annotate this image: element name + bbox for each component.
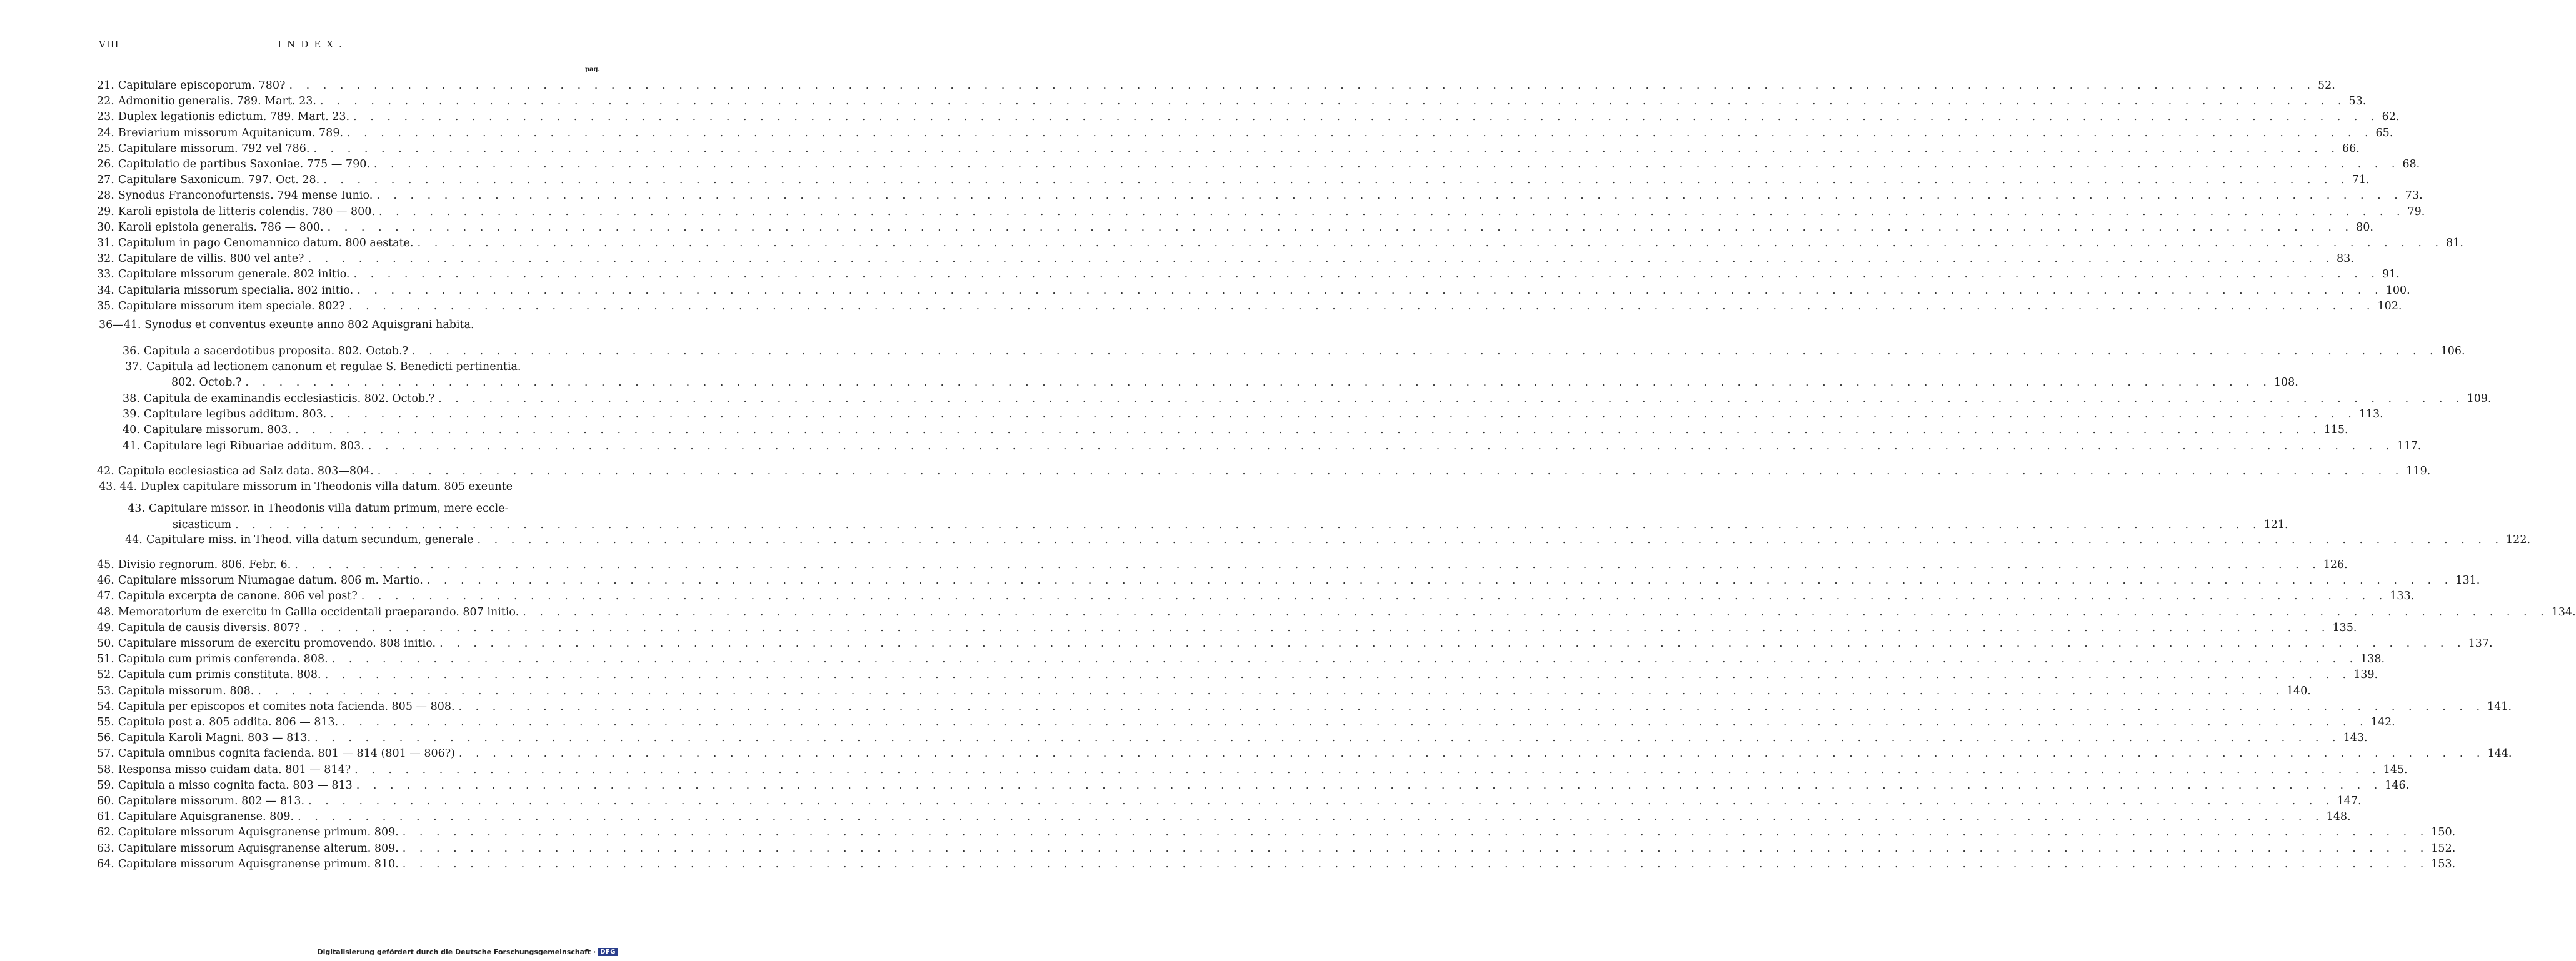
dot-leader: . . . . . . . . . . . . . . . . . . . . . . . . . . . . . . . . . . . . . . . . . . . . . . . . . . . . . . . . . . . . . . . . . . . . . . . . . . . . . . . . . . . . . . . . . . . . . . . . . . . . . . . . . . . . . . . . . . . . . . . . bbox=[314, 732, 2341, 745]
dot-leader: . . . . . . . . . . . . . . . . . . . . . . . . . . . . . . . . . . . . . . . . . . . . . . . . . . . . . . . . . . . . . . . . . . . . . . . . . . . . . . . . . . . . . . . . . . . . . . . . . . . . . . . . . . . . . . . . . . . . . . . . bbox=[376, 189, 2403, 202]
toc-entry bbox=[97, 94, 2367, 109]
entry-title: Capitulare episcoporum. 780? bbox=[118, 79, 286, 92]
entry-page: 150. bbox=[2431, 826, 2456, 839]
entry-number: 61. bbox=[97, 810, 114, 824]
entry-title: Capitula excerpta de canone. 806 vel post? bbox=[118, 590, 358, 603]
toc-entry bbox=[123, 391, 2492, 406]
entry-page: 148. bbox=[2326, 810, 2351, 824]
entry-page: 152. bbox=[2431, 842, 2456, 855]
entry-number: 49. bbox=[97, 621, 114, 634]
entry-number: 43. bbox=[128, 502, 145, 515]
entry-number: 27. bbox=[97, 174, 114, 187]
dot-leader: . . . . . . . . . . . . . . . . . . . . . . . . . . . . . . . . . . . . . . . . . . . . . . . . . . . . . . . . . . . . . . . . . . . . . . . . . . . . . . . . . . . . . . . . . . . . . . . . . . . . . . . . . . . . . . . . . . . . . . . . bbox=[361, 590, 2388, 603]
entry-number: 41. bbox=[123, 440, 140, 452]
dot-leader: . . . . . . . . . . . . . . . . . . . . . . . . . . . . . . . . . . . . . . . . . . . . . . . . . . . . . . . . . . . . . . . . . . . . . . . . . . . . . . . . . . . . . . . . . . . . . . . . . . . . . . . . . . . . . . . . . . . . . . . . bbox=[439, 637, 2466, 650]
entry-title: Capitula ecclesiastica ad Salz data. 803—804. bbox=[118, 465, 374, 477]
group-heading: 36—41. Synodus et conventus exeunte anno 802 Aquisgrani habita. bbox=[99, 319, 474, 331]
entry-page: 146. bbox=[2385, 779, 2410, 792]
entry-number: 34. bbox=[97, 284, 114, 297]
dot-leader: . . . . . . . . . . . . . . . . . . . . . . . . . . . . . . . . . . . . . . . . . . . . . . . . . . . . . . . . . . . . . . . . . . . . . . . . . . . . . . . . . . . . . . . . . . . . . . . . . . . . . . . . . . . . . . . . . . . . . . . . bbox=[353, 111, 2380, 124]
entry-title: Capitulare missorum Aquisgranense primum. 809. bbox=[118, 826, 399, 839]
toc-entry bbox=[97, 857, 2456, 872]
dot-leader: . . . . . . . . . . . . . . . . . . . . . . . . . . . . . . . . . . . . . . . . . . . . . . . . . . . . . . . . . . . . . . . . . . . . . . . . . . . . . . . . . . . . . . . . . . . . . . . . . . . . . . . . . . . . . . . . . . . . . . . . bbox=[323, 174, 2350, 187]
dot-leader: . . . . . . . . . . . . . . . . . . . . . . . . . . . . . . . . . . . . . . . . . . . . . . . . . . . . . . . . . . . . . . . . . . . . . . . . . . . . . . . . . . . . . . . . . . . . . . . . . . . . . . . . . . . . . . . . . . . . . . . . bbox=[313, 142, 2340, 155]
entry-page: 145. bbox=[2383, 763, 2408, 776]
entry-title: Capitulare Aquisgranense. 809. bbox=[118, 810, 294, 824]
entry-number: 30. bbox=[97, 221, 114, 234]
dot-leader: . . . . . . . . . . . . . . . . . . . . . . . . . . . . . . . . . . . . . . . . . . . . . . . . . . . . . . . . . . . . . . . . . . . . . . . . . . . . . . . . . . . . . . . . . . . . . . . . . . . . . . . . . . . . . . . . . . . . . . . . bbox=[402, 842, 2429, 855]
dot-leader: . . . . . . . . . . . . . . . . . . . . . . . . . . . . . . . . . . . . . . . . . . . . . . . . . . . . . . . . . . . . . . . . . . . . . . . . . . . . . . . . . . . . . . . . . . . . . . . . . . . . . . . . . . . . . . . . . . . . . . . . bbox=[417, 237, 2444, 249]
dot-leader: . . . . . . . . . . . . . . . . . . . . . . . . . . . . . . . . . . . . . . . . . . . . . . . . . . . . . . . . . . . . . . . . . . . . . . . . . . . . . . . . . . . . . . . . . . . . . . . . . . . . . . . . . . . . . . . . . . . . . . . . bbox=[354, 763, 2381, 776]
entry-title: Karoli epistola de litteris colendis. 780 — 800. bbox=[118, 205, 376, 218]
entry-title: Capitulare missorum de exercitu promovendo. 808 initio. bbox=[118, 637, 436, 650]
entry-title: Capitularia missorum specialia. 802 initio. bbox=[118, 284, 354, 297]
entry-page: 80. bbox=[2356, 221, 2373, 234]
entry-number: 40. bbox=[123, 424, 140, 436]
dot-leader: . . . . . . . . . . . . . . . . . . . . . . . . . . . . . . . . . . . . . . . . . . . . . . . . . . . . . . . . . . . . . . . . . . . . . . . . . . . . . . . . . . . . . . . . . . . . . . . . . . . . . . . . . . . . . . . . . . . . . . . . bbox=[331, 653, 2358, 666]
entry-number: 42. bbox=[97, 465, 114, 477]
toc-entry bbox=[97, 778, 2410, 793]
entry-title: Admonitio generalis. 789. Mart. 23. bbox=[118, 95, 316, 108]
group-heading: 43. 44. Duplex capitulare missorum in Theodonis villa datum. 805 exeunte bbox=[99, 480, 513, 493]
toc-entry bbox=[97, 251, 2354, 266]
entry-page: 147. bbox=[2337, 795, 2362, 807]
dot-leader: . . . . . . . . . . . . . . . . . . . . . . . . . . . . . . . . . . . . . . . . . . . . . . . . . . . . . . . . . . . . . . . . . . . . . . . . . . . . . . . . . . . . . . . . . . . . . . . . . . . . . . . . . . . . . . . . . . . . . . . . bbox=[402, 857, 2429, 870]
entry-title: Duplex legationis edictum. 789. Mart. 23. bbox=[118, 111, 350, 124]
toc-entry bbox=[97, 267, 2400, 282]
dot-leader: . . . . . . . . . . . . . . . . . . . . . . . . . . . . . . . . . . . . . . . . . . . . . . . . . . . . . . . . . . . . . . . . . . . . . . . . . . . . . . . . . . . . . . . . . . . . . . . . . . . . . . . . . . . . . . . . . . . . . . . . bbox=[412, 345, 2438, 357]
toc-entry bbox=[168, 375, 2298, 390]
entry-number: 22. bbox=[97, 95, 114, 108]
entry-title: Capitulum in pago Cenomannico datum. 800 aestate. bbox=[118, 237, 414, 249]
dot-leader: . . . . . . . . . . . . . . . . . . . . . . . . . . . . . . . . . . . . . . . . . . . . . . . . . . . . . . . . . . . . . . . . . . . . . . . . . . . . . . . . . . . . . . . . . . . . . . . . . . . . . . . . . . . . . . . . . . . . . . . . bbox=[289, 79, 2315, 92]
entry-title: Capitulare legibus additum. 803. bbox=[143, 408, 327, 421]
entry-number: 64. bbox=[97, 857, 114, 870]
entry-page: 139. bbox=[2353, 669, 2378, 682]
toc-entry bbox=[123, 439, 2422, 454]
entry-title: Capitulatio de partibus Saxoniae. 775 — 790. bbox=[118, 158, 370, 171]
dot-leader: . . . . . . . . . . . . . . . . . . . . . . . . . . . . . . . . . . . . . . . . . . . . . . . . . . . . . . . . . . . . . . . . . . . . . . . . . . . . . . . . . . . . . . . . . . . . . . . . . . . . . . . . . . . . . . . . . . . . . . . . bbox=[342, 716, 2368, 729]
entry-number: 57. bbox=[97, 747, 114, 760]
entry-title: Capitulare miss. in Theod. villa datum secundum, generale bbox=[146, 534, 474, 546]
toc-entry bbox=[97, 605, 2576, 620]
entry-title: Capitulare missorum. 803. bbox=[143, 424, 292, 436]
toc-entry bbox=[97, 841, 2456, 856]
entry-number: 63. bbox=[97, 842, 114, 855]
entry-title: Capitulare missorum. 792 vel 786. bbox=[118, 142, 310, 155]
entry-number: 36. bbox=[123, 345, 140, 357]
entry-number: 33. bbox=[97, 268, 114, 281]
entry-number: 31. bbox=[97, 237, 114, 249]
entry-number: 58. bbox=[97, 763, 114, 776]
dot-leader: . . . . . . . . . . . . . . . . . . . . . . . . . . . . . . . . . . . . . . . . . . . . . . . . . . . . . . . . . . . . . . . . . . . . . . . . . . . . . . . . . . . . . . . . . . . . . . . . . . . . . . . . . . . . . . . . . . . . . . . . bbox=[458, 700, 2485, 713]
entry-page: 102. bbox=[2377, 299, 2402, 312]
toc-entry bbox=[125, 501, 509, 516]
toc-entry bbox=[97, 809, 2351, 824]
toc-entry bbox=[97, 283, 2410, 298]
dot-leader: . . . . . . . . . . . . . . . . . . . . . . . . . . . . . . . . . . . . . . . . . . . . . . . . . . . . . . . . . . . . . . . . . . . . . . . . . . . . . . . . . . . . . . . . . . . . . . . . . . . . . . . . . . . . . . . . . . . . . . . . bbox=[319, 95, 2347, 108]
entry-page: 141. bbox=[2487, 700, 2512, 713]
toc-entry bbox=[97, 620, 2357, 635]
dot-leader: . . . . . . . . . . . . . . . . . . . . . . . . . . . . . . . . . . . . . . . . . . . . . . . . . . . . . . . . . . . . . . . . . . . . . . . . . . . . . . . . . . . . . . . . . . . . . . . . . . . . . . . . . . . . . . . . . . . . . . . . bbox=[258, 684, 2284, 697]
entry-number: 47. bbox=[97, 590, 114, 603]
entry-page: 153. bbox=[2431, 857, 2456, 870]
entry-number: 38. bbox=[123, 392, 140, 405]
dot-leader: . . . . . . . . . . . . . . . . . . . . . . . . . . . . . . . . . . . . . . . . . . . . . . . . . . . . . . . . . . . . . . . . . . . . . . . . . . . . . . . . . . . . . . . . . . . . . . . . . . . . . . . . . . . . . . . . . . . . . . . . bbox=[477, 534, 2504, 546]
entry-page: 115. bbox=[2323, 424, 2348, 436]
running-title: INDEX. bbox=[278, 39, 348, 50]
entry-page: 66. bbox=[2342, 142, 2360, 155]
entry-page: 126. bbox=[2323, 559, 2348, 571]
entry-number: 28. bbox=[97, 189, 114, 202]
entry-page: 106. bbox=[2440, 345, 2465, 357]
entry-number: 25. bbox=[97, 142, 114, 155]
entry-number: 21. bbox=[97, 79, 114, 92]
dot-leader: . . . . . . . . . . . . . . . . . . . . . . . . . . . . . . . . . . . . . . . . . . . . . . . . . . . . . . . . . . . . . . . . . . . . . . . . . . . . . . . . . . . . . . . . . . . . . . . . . . . . . . . . . . . . . . . . . . . . . . . . bbox=[304, 621, 2330, 634]
entry-title: Capitula missorum. 808. bbox=[118, 684, 254, 697]
entry-page: 52. bbox=[2317, 79, 2335, 92]
toc-entry bbox=[97, 464, 2431, 479]
entry-title-continuation: 802. Octob.? bbox=[171, 376, 242, 389]
entry-title: Responsa misso cuidam data. 801 — 814? bbox=[118, 763, 351, 776]
entry-page: 91. bbox=[2382, 268, 2400, 281]
toc-entry bbox=[97, 636, 2493, 651]
entry-title: Capitula a sacerdotibus proposita. 802. Octob.? bbox=[143, 345, 409, 357]
toc-entry bbox=[123, 407, 2383, 422]
footer bbox=[317, 948, 618, 956]
entry-number: 26. bbox=[97, 158, 114, 171]
entry-title: Divisio regnorum. 806. Febr. 6. bbox=[118, 559, 291, 571]
dot-leader: . . . . . . . . . . . . . . . . . . . . . . . . . . . . . . . . . . . . . . . . . . . . . . . . . . . . . . . . . . . . . . . . . . . . . . . . . . . . . . . . . . . . . . . . . . . . . . . . . . . . . . . . . . . . . . . . . . . . . . . . bbox=[308, 795, 2335, 807]
entry-title: Capitula cum primis constituta. 808. bbox=[118, 669, 321, 682]
entry-title: Capitula Karoli Magni. 803 — 813. bbox=[118, 732, 311, 745]
entry-title: Capitula de examinandis ecclesiasticis. 802. Octob.? bbox=[143, 392, 435, 405]
entry-page: 53. bbox=[2348, 95, 2367, 108]
entry-title: Capitula a misso cognita facta. 803 — 813 bbox=[118, 779, 353, 792]
entry-title: Capitulare missorum Aquisgranense primum. 810. bbox=[118, 857, 399, 870]
toc-entry bbox=[97, 157, 2420, 172]
toc-entry bbox=[125, 532, 2531, 547]
entry-title-continuation: sicasticum bbox=[173, 519, 232, 531]
dot-leader: . . . . . . . . . . . . . . . . . . . . . . . . . . . . . . . . . . . . . . . . . . . . . . . . . . . . . . . . . . . . . . . . . . . . . . . . . . . . . . . . . . . . . . . . . . . . . . . . . . . . . . . . . . . . . . . . . . . . . . . . bbox=[379, 205, 2405, 218]
entry-page: 79. bbox=[2407, 205, 2425, 218]
entry-page: 71. bbox=[2352, 174, 2370, 187]
toc-entry bbox=[97, 299, 2402, 314]
toc-entry bbox=[97, 573, 2480, 588]
entry-page: 83. bbox=[2336, 252, 2354, 266]
entry-number: 44. bbox=[125, 534, 143, 546]
entry-number: 60. bbox=[97, 795, 114, 807]
entry-page: 121. bbox=[2263, 519, 2288, 531]
entry-title: Capitulare missor. in Theodonis villa datum primum, mere eccle- bbox=[149, 502, 509, 515]
entry-number: 39. bbox=[123, 408, 140, 421]
entry-page: 131. bbox=[2455, 574, 2480, 587]
toc-entry bbox=[123, 344, 2465, 359]
dot-leader: . . . . . . . . . . . . . . . . . . . . . . . . . . . . . . . . . . . . . . . . . . . . . . . . . . . . . . . . . . . . . . . . . . . . . . . . . . . . . . . . . . . . . . . . . . . . . . . . . . . . . . . . . . . . . . . . . . . . . . . . bbox=[373, 158, 2400, 171]
entry-page: 81. bbox=[2446, 237, 2463, 249]
entry-number: 59. bbox=[97, 779, 114, 792]
entry-page: 143. bbox=[2343, 732, 2368, 745]
entry-number: 46. bbox=[97, 574, 114, 587]
dot-leader: . . . . . . . . . . . . . . . . . . . . . . . . . . . . . . . . . . . . . . . . . . . . . . . . . . . . . . . . . . . . . . . . . . . . . . . . . . . . . . . . . . . . . . . . . . . . . . . . . . . . . . . . . . . . . . . . . . . . . . . . bbox=[377, 465, 2404, 477]
dot-leader: . . . . . . . . . . . . . . . . . . . . . . . . . . . . . . . . . . . . . . . . . . . . . . . . . . . . . . . . . . . . . . . . . . . . . . . . . . . . . . . . . . . . . . . . . . . . . . . . . . . . . . . . . . . . . . . . . . . . . . . . bbox=[458, 747, 2485, 760]
toc-entry bbox=[97, 557, 2348, 572]
toc-entry bbox=[97, 204, 2425, 219]
dot-leader: . . . . . . . . . . . . . . . . . . . . . . . . . . . . . . . . . . . . . . . . . . . . . . . . . . . . . . . . . . . . . . . . . . . . . . . . . . . . . . . . . . . . . . . . . . . . . . . . . . . . . . . . . . . . . . . . . . . . . . . . bbox=[438, 392, 2465, 405]
entry-number: 56. bbox=[97, 732, 114, 745]
entry-title: Memoratorium de exercitu in Gallia occidentali praeparando. 807 initio. bbox=[118, 605, 519, 619]
toc-entry bbox=[97, 715, 2395, 730]
dot-leader: . . . . . . . . . . . . . . . . . . . . . . . . . . . . . . . . . . . . . . . . . . . . . . . . . . . . . . . . . . . . . . . . . . . . . . . . . . . . . . . . . . . . . . . . . . . . . . . . . . . . . . . . . . . . . . . . . . . . . . . . bbox=[347, 126, 2373, 139]
entry-number: 37. bbox=[125, 361, 143, 373]
toc-entry bbox=[97, 126, 2393, 141]
dot-leader: . . . . . . . . . . . . . . . . . . . . . . . . . . . . . . . . . . . . . . . . . . . . . . . . . . . . . . . . . . . . . . . . . . . . . . . . . . . . . . . . . . . . . . . . . . . . . . . . . . . . . . . . . . . . . . . . . . . . . . . . bbox=[357, 284, 2383, 297]
entry-page: 100. bbox=[2385, 284, 2410, 297]
toc-entry bbox=[97, 109, 2400, 124]
pag-label: pag. bbox=[585, 66, 600, 73]
entry-title: Capitula per episcopos et comites nota facienda. 805 — 808. bbox=[118, 700, 455, 713]
page-number: VIII bbox=[99, 39, 119, 50]
toc-entry bbox=[97, 699, 2512, 714]
toc-entry bbox=[169, 517, 2288, 532]
dot-leader: . . . . . . . . . . . . . . . . . . . . . . . . . . . . . . . . . . . . . . . . . . . . . . . . . . . . . . . . . . . . . . . . . . . . . . . . . . . . . . . . . . . . . . . . . . . . . . . . . . . . . . . . . . . . . . . . . . . . . . . . bbox=[308, 252, 2334, 266]
entry-page: 62. bbox=[2382, 111, 2400, 124]
toc-entry bbox=[97, 684, 2311, 699]
dfg-logo: DFG bbox=[598, 948, 618, 956]
dot-leader: . . . . . . . . . . . . . . . . . . . . . . . . . . . . . . . . . . . . . . . . . . . . . . . . . . . . . . . . . . . . . . . . . . . . . . . . . . . . . . . . . . . . . . . . . . . . . . . . . . . . . . . . . . . . . . . . . . . . . . . . bbox=[353, 268, 2380, 281]
entry-page: 68. bbox=[2402, 158, 2420, 171]
entry-title: Capitulare missorum Niumagae datum. 806 m. Martio. bbox=[118, 574, 423, 587]
toc-entry bbox=[97, 220, 2373, 235]
dot-leader: . . . . . . . . . . . . . . . . . . . . . . . . . . . . . . . . . . . . . . . . . . . . . . . . . . . . . . . . . . . . . . . . . . . . . . . . . . . . . . . . . . . . . . . . . . . . . . . . . . . . . . . . . . . . . . . . . . . . . . . . bbox=[356, 779, 2383, 792]
entry-page: 122. bbox=[2506, 534, 2531, 546]
entry-title: Capitula cum primis conferenda. 808. bbox=[118, 653, 328, 666]
entry-page: 140. bbox=[2286, 684, 2311, 697]
toc-entry bbox=[123, 422, 2348, 437]
footer-credit: Digitalisierung gefördert durch die Deutsche Forschungsgemeinschaft · bbox=[317, 948, 596, 956]
entry-title: Capitulare missorum Aquisgranense alterum. 809. bbox=[118, 842, 399, 855]
entry-title: Capitula ad lectionem canonum et regulae S. Benedicti pertinentia. bbox=[146, 361, 521, 373]
entry-title: Capitulare missorum generale. 802 initio. bbox=[118, 268, 350, 281]
entry-page: 133. bbox=[2390, 590, 2415, 603]
dot-leader: . . . . . . . . . . . . . . . . . . . . . . . . . . . . . . . . . . . . . . . . . . . . . . . . . . . . . . . . . . . . . . . . . . . . . . . . . . . . . . . . . . . . . . . . . . . . . . . . . . . . . . . . . . . . . . . . . . . . . . . . bbox=[235, 519, 2262, 531]
entry-title: Capitula post a. 805 addita. 806 — 813. bbox=[118, 716, 339, 729]
entry-title: Capitula de causis diversis. 807? bbox=[118, 621, 300, 634]
entry-title: Capitulare Saxonicum. 797. Oct. 28. bbox=[118, 174, 320, 187]
dot-leader: . . . . . . . . . . . . . . . . . . . . . . . . . . . . . . . . . . . . . . . . . . . . . . . . . . . . . . . . . . . . . . . . . . . . . . . . . . . . . . . . . . . . . . . . . . . . . . . . . . . . . . . . . . . . . . . . . . . . . . . . bbox=[348, 299, 2375, 312]
toc-entry bbox=[97, 762, 2408, 777]
dot-leader: . . . . . . . . . . . . . . . . . . . . . . . . . . . . . . . . . . . . . . . . . . . . . . . . . . . . . . . . . . . . . . . . . . . . . . . . . . . . . . . . . . . . . . . . . . . . . . . . . . . . . . . . . . . . . . . . . . . . . . . . bbox=[295, 424, 2322, 436]
entry-number: 35. bbox=[97, 299, 114, 312]
toc-entry bbox=[97, 746, 2512, 761]
entry-number: 55. bbox=[97, 716, 114, 729]
entry-page: 142. bbox=[2370, 716, 2395, 729]
toc-entry bbox=[123, 359, 521, 374]
entry-title: Capitula omnibus cognita facienda. 801 — 814 (801 — 806?) bbox=[118, 747, 455, 760]
toc-entry bbox=[97, 730, 2368, 745]
toc-entry bbox=[97, 236, 2463, 251]
dot-leader: . . . . . . . . . . . . . . . . . . . . . . . . . . . . . . . . . . . . . . . . . . . . . . . . . . . . . . . . . . . . . . . . . . . . . . . . . . . . . . . . . . . . . . . . . . . . . . . . . . . . . . . . . . . . . . . . . . . . . . . . bbox=[402, 826, 2429, 839]
toc-entry bbox=[97, 78, 2335, 93]
dot-leader: . . . . . . . . . . . . . . . . . . . . . . . . . . . . . . . . . . . . . . . . . . . . . . . . . . . . . . . . . . . . . . . . . . . . . . . . . . . . . . . . . . . . . . . . . . . . . . . . . . . . . . . . . . . . . . . . . . . . . . . . bbox=[245, 376, 2272, 389]
toc-entry bbox=[97, 589, 2415, 604]
entry-title: Capitulare de villis. 800 vel ante? bbox=[118, 252, 304, 266]
entry-number: 48. bbox=[97, 605, 114, 619]
entry-page: 135. bbox=[2332, 621, 2357, 634]
toc-entry bbox=[97, 188, 2423, 203]
entry-page: 119. bbox=[2406, 465, 2431, 477]
entry-page: 65. bbox=[2375, 126, 2393, 139]
dot-leader: . . . . . . . . . . . . . . . . . . . . . . . . . . . . . . . . . . . . . . . . . . . . . . . . . . . . . . . . . . . . . . . . . . . . . . . . . . . . . . . . . . . . . . . . . . . . . . . . . . . . . . . . . . . . . . . . . . . . . . . . bbox=[330, 408, 2357, 421]
entry-number: 51. bbox=[97, 653, 114, 666]
dot-leader: . . . . . . . . . . . . . . . . . . . . . . . . . . . . . . . . . . . . . . . . . . . . . . . . . . . . . . . . . . . . . . . . . . . . . . . . . . . . . . . . . . . . . . . . . . . . . . . . . . . . . . . . . . . . . . . . . . . . . . . . bbox=[426, 574, 2453, 587]
toc-entry bbox=[97, 794, 2362, 809]
entry-title: Capitulare legi Ribuariae additum. 803. bbox=[143, 440, 364, 452]
entry-page: 108. bbox=[2273, 376, 2298, 389]
entry-title: Breviarium missorum Aquitanicum. 789. bbox=[118, 126, 344, 139]
entry-title: Capitulare missorum. 802 — 813. bbox=[118, 795, 305, 807]
toc-entry bbox=[97, 825, 2456, 840]
entry-page: 113. bbox=[2358, 408, 2383, 421]
entry-number: 53. bbox=[97, 684, 114, 697]
entry-title: Karoli epistola generalis. 786 — 800. bbox=[118, 221, 324, 234]
entry-page: 137. bbox=[2468, 637, 2493, 650]
entry-number: 32. bbox=[97, 252, 114, 266]
entry-number: 50. bbox=[97, 637, 114, 650]
dot-leader: . . . . . . . . . . . . . . . . . . . . . . . . . . . . . . . . . . . . . . . . . . . . . . . . . . . . . . . . . . . . . . . . . . . . . . . . . . . . . . . . . . . . . . . . . . . . . . . . . . . . . . . . . . . . . . . . . . . . . . . . bbox=[294, 559, 2321, 571]
entry-title: Synodus Franconofurtensis. 794 mense Iunio. bbox=[118, 189, 373, 202]
entry-number: 62. bbox=[97, 826, 114, 839]
dot-leader: . . . . . . . . . . . . . . . . . . . . . . . . . . . . . . . . . . . . . . . . . . . . . . . . . . . . . . . . . . . . . . . . . . . . . . . . . . . . . . . . . . . . . . . . . . . . . . . . . . . . . . . . . . . . . . . . . . . . . . . . bbox=[324, 669, 2352, 682]
entry-number: 23. bbox=[97, 111, 114, 124]
dot-leader: . . . . . . . . . . . . . . . . . . . . . . . . . . . . . . . . . . . . . . . . . . . . . . . . . . . . . . . . . . . . . . . . . . . . . . . . . . . . . . . . . . . . . . . . . . . . . . . . . . . . . . . . . . . . . . . . . . . . . . . . bbox=[368, 440, 2395, 452]
dot-leader: . . . . . . . . . . . . . . . . . . . . . . . . . . . . . . . . . . . . . . . . . . . . . . . . . . . . . . . . . . . . . . . . . . . . . . . . . . . . . . . . . . . . . . . . . . . . . . . . . . . . . . . . . . . . . . . . . . . . . . . . bbox=[327, 221, 2354, 234]
entry-page: 117. bbox=[2397, 440, 2422, 452]
entry-page: 73. bbox=[2405, 189, 2423, 202]
toc-entry bbox=[97, 652, 2385, 667]
entry-page: 144. bbox=[2487, 747, 2512, 760]
entry-page: 109. bbox=[2467, 392, 2492, 405]
entry-number: 24. bbox=[97, 126, 114, 139]
entry-number: 45. bbox=[97, 559, 114, 571]
toc-entry bbox=[97, 141, 2360, 156]
dot-leader: . . . . . . . . . . . . . . . . . . . . . . . . . . . . . . . . . . . . . . . . . . . . . . . . . . . . . . . . . . . . . . . . . . . . . . . . . . . . . . . . . . . . . . . . . . . . . . . . . . . . . . . . . . . . . . . . . . . . . . . . bbox=[298, 810, 2324, 824]
entry-number: 29. bbox=[97, 205, 114, 218]
entry-number: 52. bbox=[97, 669, 114, 682]
entry-title: Capitulare missorum item speciale. 802? bbox=[118, 299, 345, 312]
entry-page: 134. bbox=[2551, 605, 2576, 619]
toc-entry bbox=[97, 172, 2370, 187]
dot-leader: . . . . . . . . . . . . . . . . . . . . . . . . . . . . . . . . . . . . . . . . . . . . . . . . . . . . . . . . . . . . . . . . . . . . . . . . . . . . . . . . . . . . . . . . . . . . . . . . . . . . . . . . . . . . . . . . . . . . . . . . bbox=[523, 605, 2549, 619]
entry-page: 138. bbox=[2360, 653, 2385, 666]
entry-number: 54. bbox=[97, 700, 114, 713]
toc-entry bbox=[97, 667, 2378, 682]
